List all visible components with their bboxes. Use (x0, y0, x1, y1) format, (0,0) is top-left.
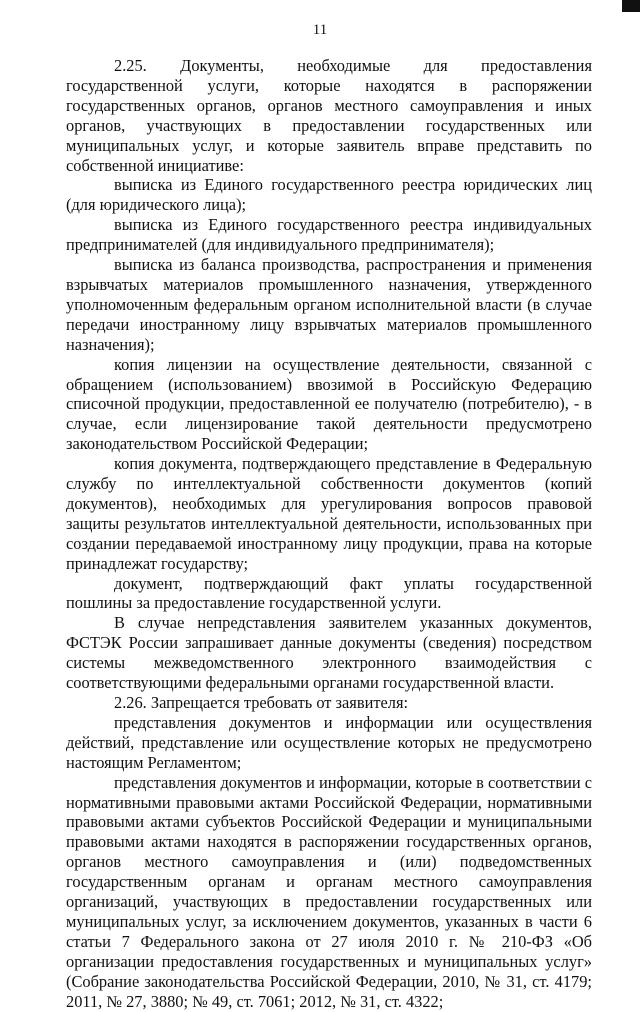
paragraph-2-26: 2.26. Запрещается требовать от заявителя: (114, 693, 409, 712)
paragraph-interagency-request: В случае непредставления заявителем указанных документов, ФСТЭК России запрашивает данные документы (сведения) посредством системы межведомственного электронного взаимодействия с соответствующими федеральными органами государственной власти. (66, 613, 592, 693)
paragraph-explosives-balance: выписка из баланса производства, распространения и применения взрывчатых материалов промышленного назначения, утвержденного уполномоченным федеральным органом исполнительной власти (в случае передачи иностранному лицу взрывчатых материалов промышленного назначения); (66, 255, 592, 354)
document-body (66, 56, 592, 1012)
paragraph-prohibition-documents: представления документов и информации, которые в соответствии с нормативными правовыми актами Российской Федерации, нормативными правовыми актами субъектов Российской Федерации и муниципальными правовыми актами находятся в распоряжении государственных органов, органов местного самоуправления и (или) подведомственных государственным органам и органам местного самоуправления организаций, участвующих в предоставлении государственных или муниципальных услуг, за исключением документов, указанных в части 6 статьи 7 Федерального закона от 27 июля 2010 г. № 210-ФЗ «Об организации предоставления государственных и муниципальных услуг» (Собрание законодательства Российской Федерации, 2010, № 31, ст. 4179; 2011, № 27, 3880; № 49, ст. 7061; 2012, № 31, ст. 4322; (66, 772, 592, 1011)
paragraph-prohibition-actions: представления документов и информации или осуществления действий, представление или осуществление которых не предусмотрено настоящим Регламентом; (66, 712, 592, 772)
paragraph-ip-document-copy: копия документа, подтверждающего представление в Федеральную службу по интеллектуальной собственности документов (копий документов), необходимых для урегулирования вопросов правовой защиты результатов интеллектуальной деятельности, использованных при создании передаваемой иностранному лицу продукции, права на которые принадлежат государству; (66, 454, 592, 573)
paragraph-fee-document: документ, подтверждающий факт уплаты государственной пошлины за предоставление государственной услуги. (66, 573, 592, 613)
paragraph-2-25: 2.25. Документы, необходимые для предоставления государственной услуги, которые находятся в распоряжении государственных органов, органов местного самоуправления и иных органов, участвующих в предоставлении государственных или муниципальных услуг, и которые заявитель вправе представить по собственной инициативе: (66, 56, 592, 175)
page-number: 11 (312, 22, 328, 38)
scan-corner-mark (622, 0, 640, 12)
paragraph-egrip-extract: выписка из Единого государственного реестра индивидуальных предпринимателей (для индивидуального предпринимателя); (66, 215, 592, 255)
paragraph-license-copy: копия лицензии на осуществление деятельности, связанной с обращением (использованием) ввозимой в Российскую Федерацию списочной продукции, предоставленной ее получателю (потребителю), - в случае, если лицензирование такой деятельности предусмотрено законодательством Российской Федерации; (66, 354, 592, 454)
paragraph-egrul-extract: выписка из Единого государственного реестра юридических лиц (для юридического лица); (66, 175, 592, 215)
